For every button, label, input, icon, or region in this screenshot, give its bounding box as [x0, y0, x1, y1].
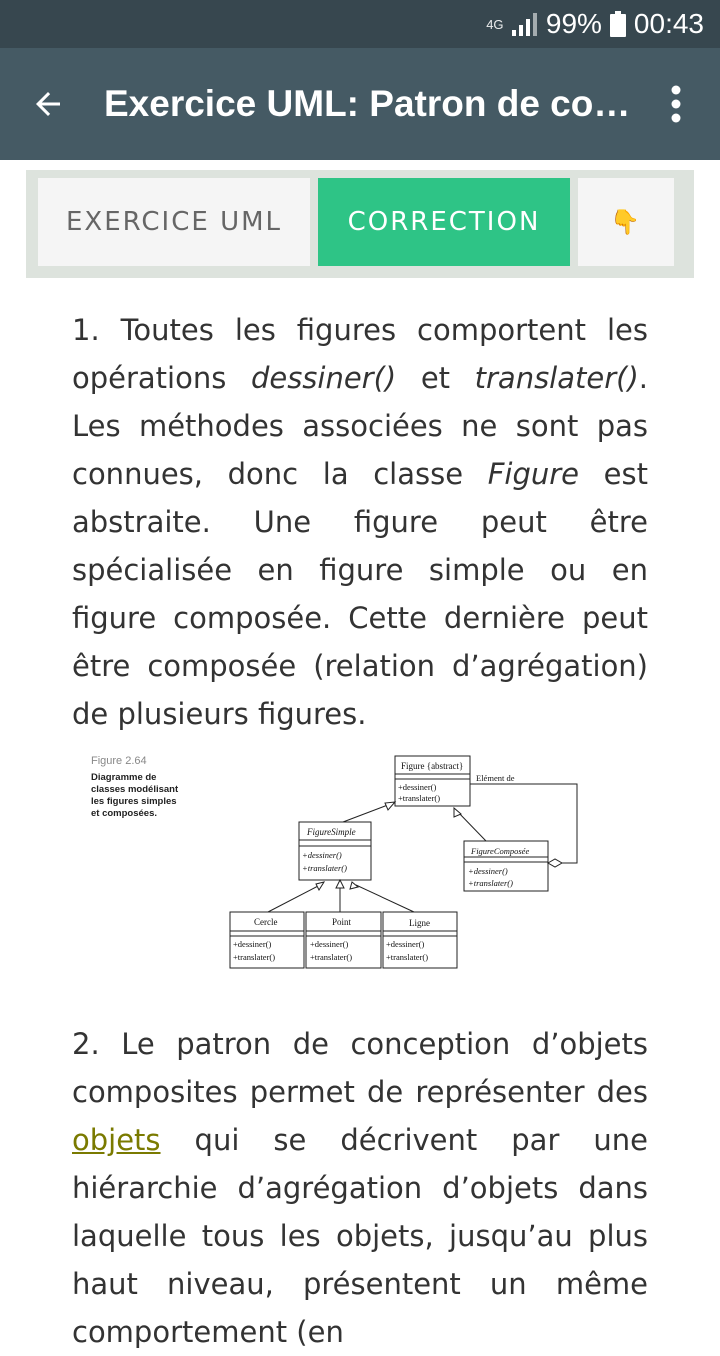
- class-op: +dessiner(): [386, 939, 425, 949]
- text-run: qui se décrivent par une hiérarchie d’agrégation d’objets dans laquelle tous les objets, jusqu’au plus haut niveau, présentent un même comportement (en: [72, 1123, 648, 1349]
- class-op: +dessiner(): [468, 866, 508, 876]
- figure-caption-line: les figures simples: [91, 796, 177, 807]
- text-run: . Les méthodes associées ne sont pas connues, donc la classe: [72, 361, 648, 491]
- text-run: 2. Le patron de conception d’objets composites permet de représenter des: [72, 1027, 648, 1109]
- class-op: +dessiner(): [310, 939, 349, 949]
- more-vert-icon: [670, 84, 682, 124]
- paragraph-2: [72, 1020, 648, 1356]
- class-op: +translater(): [386, 952, 429, 962]
- class-op: +dessiner(): [302, 850, 342, 860]
- class-name-point: Point: [332, 917, 352, 927]
- tab-bar: [26, 170, 694, 278]
- tab-exercice-uml[interactable]: EXERCICE UML: [38, 178, 310, 266]
- class-op: +translater(): [302, 863, 347, 873]
- back-button[interactable]: [0, 48, 96, 160]
- article-content: [72, 306, 648, 738]
- text-em: Figure: [487, 457, 580, 491]
- association-label: Elément de: [476, 773, 515, 783]
- signal-icon: [512, 12, 538, 36]
- figure-caption-title: Figure 2.64: [91, 755, 147, 767]
- class-name-cercle: Cercle: [254, 917, 278, 927]
- status-bar: [0, 0, 720, 48]
- class-op: +translater(): [468, 878, 513, 888]
- pointing-hand-icon: 👇: [610, 208, 642, 236]
- text-run: est abstraite. Une figure peut être spécialisée en figure simple ou en figure composée. Cette dernière peut être composée (relation d’agrégation) de plusieurs figures.: [72, 457, 648, 731]
- network-type-icon: 4G: [486, 16, 504, 32]
- app-bar: [0, 48, 720, 160]
- class-op: +translater(): [233, 952, 276, 962]
- text-run: 1. Toutes les figures comportent les opérations: [72, 313, 648, 395]
- figure-caption-line: et composées.: [91, 808, 157, 819]
- class-op: +translater(): [398, 793, 441, 803]
- tab-correction[interactable]: CORRECTION: [318, 178, 570, 266]
- figure-caption-line: classes modélisant: [91, 784, 179, 795]
- class-name-figure: Figure {abstract}: [401, 761, 464, 771]
- class-name-figurecomposee: FigureComposée: [471, 846, 530, 856]
- battery-percent: 99%: [545, 8, 602, 39]
- paragraph-1: [72, 306, 648, 738]
- figure-caption-line: Diagramme de: [91, 772, 157, 783]
- overflow-menu-button[interactable]: [632, 48, 720, 160]
- class-op: +translater(): [310, 952, 353, 962]
- battery-icon: [610, 11, 626, 37]
- class-name-figuresimple: FigureSimple: [307, 827, 356, 837]
- class-op: +dessiner(): [398, 782, 437, 792]
- class-op: +dessiner(): [233, 939, 272, 949]
- tab-more[interactable]: [578, 178, 674, 266]
- objets-link[interactable]: objets: [72, 1123, 161, 1157]
- text-em: dessiner(): [250, 361, 397, 395]
- arrow-left-icon: [30, 86, 66, 122]
- class-name-ligne: Ligne: [409, 918, 430, 928]
- uml-class-diagram: [88, 748, 588, 973]
- page-title: Exercice UML: Patron de co…: [104, 83, 631, 124]
- text-em: translater(): [474, 361, 639, 395]
- text-run: et: [396, 361, 475, 395]
- clock: 00:43: [633, 8, 704, 39]
